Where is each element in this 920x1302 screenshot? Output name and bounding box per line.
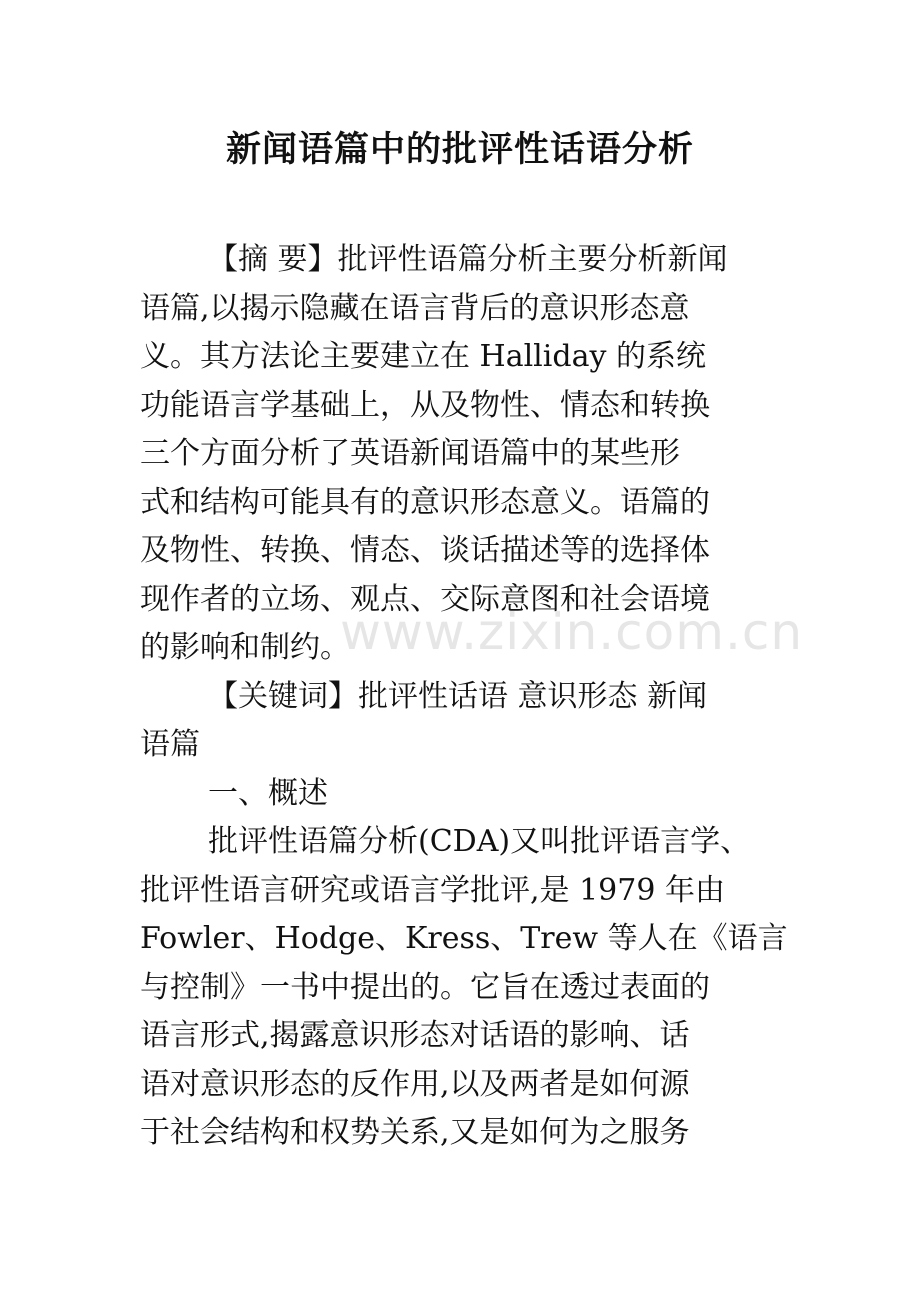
paragraph-line-6: 语对意识形态的反作用,以及两者是如何源 — [140, 1066, 690, 1102]
keywords-line-1: 【关键词】批评性话语 意识形态 新闻 — [208, 678, 708, 714]
paragraph-line-2: 批评性语言研究或语言学批评,是 1979 年由 — [140, 872, 725, 908]
abstract-line-4: 功能语言学基础上，从及物性、情态和转换 — [140, 387, 710, 423]
paragraph-line-7: 于社会结构和权势关系,又是如何为之服务 — [140, 1115, 690, 1150]
abstract-line-6: 式和结构可能具有的意识形态意义。语篇的 — [140, 484, 710, 520]
abstract-line-2: 语篇,以揭示隐藏在语言背后的意识形态意 — [140, 290, 690, 326]
document-body — [140, 236, 788, 1158]
paragraph-line-4: 与控制》一书中提出的。它旨在透过表面的 — [140, 969, 710, 1005]
section-heading-overview: 一、概述 — [208, 775, 328, 811]
paragraph-line-5: 语言形式,揭露意识形态对话语的影响、话 — [140, 1018, 690, 1053]
abstract-line-1: 【摘 要】批评性语篇分析主要分析新闻 — [208, 242, 728, 277]
abstract-line-3: 义。其方法论主要建立在 Halliday 的系统 — [140, 339, 706, 374]
abstract-line-7: 及物性、转换、情态、谈话描述等的选择体 — [140, 533, 710, 568]
abstract-line-5: 三个方面分析了英语新闻语篇中的某些形 — [140, 436, 680, 471]
watermark-text: www.zixin.com.cn — [340, 603, 804, 661]
keywords-line-2: 语篇 — [140, 727, 200, 762]
paragraph-line-3: Fowler、Hodge、Kress、Trew 等人在《语言 — [140, 921, 788, 956]
paragraph-line-1: 批评性语篇分析(CDA)又叫批评语言学、 — [208, 824, 751, 859]
abstract-line-8: 现作者的立场、观点、交际意图和社会语境 — [140, 581, 710, 617]
abstract-line-9: 的影响和制约。 — [140, 630, 350, 665]
document-title: 新闻语篇中的批评性话语分析 — [225, 129, 694, 170]
